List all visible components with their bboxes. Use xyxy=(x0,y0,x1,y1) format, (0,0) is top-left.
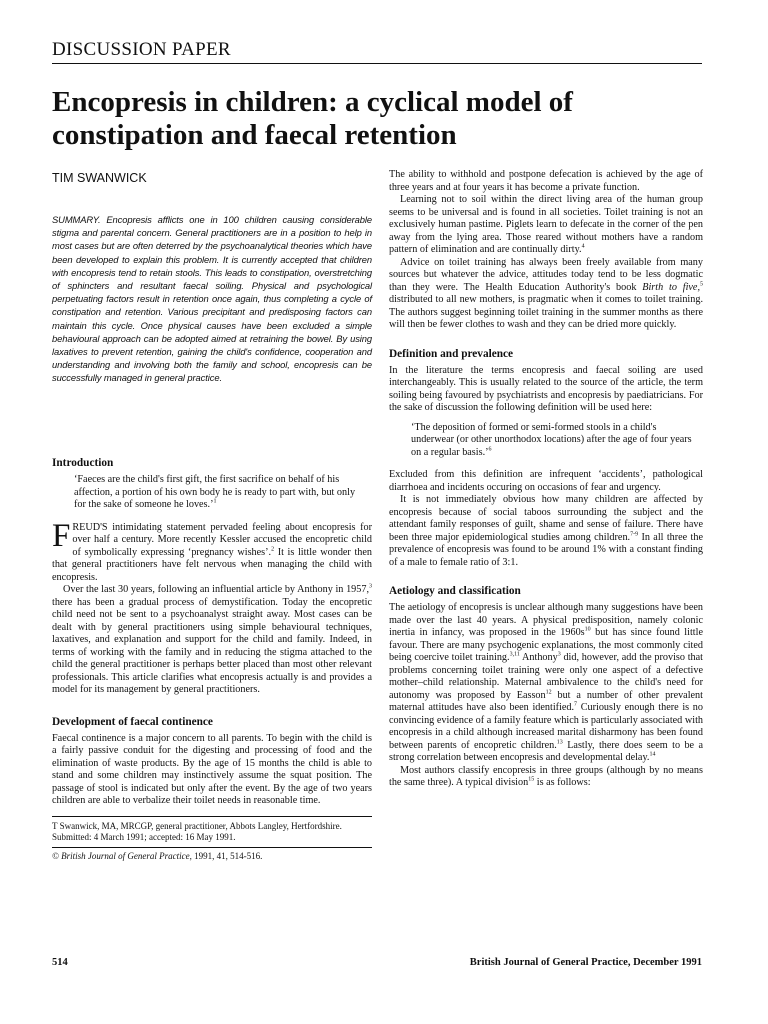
continence-paragraph-2: The ability to withhold and postpone defecation is achieved by the age of three years and at four years it has become a private function. xyxy=(389,169,703,193)
aetiology-heading: Aetiology and classification xyxy=(389,585,521,597)
author-affiliation: T Swanwick, MA, MRCGP, general practitioner, Abbots Langley, Hertfordshire. xyxy=(52,820,342,831)
author-name: TIM SWANWICK xyxy=(52,171,147,185)
left-column xyxy=(52,456,372,862)
footnote-rule xyxy=(52,816,372,817)
journal-footer: British Journal of General Practice, December 1991 xyxy=(469,957,702,968)
drop-cap: F xyxy=(52,517,71,554)
definition-paragraph-3: It is not immediately obvious how many children are affected by encopresis because of social taboos surrounding the subject and the attendant family responses of guilt, shame and sense of failure. There have been three major epidemiological studies among children.$^{7-9}$ In all three the prevalence of encopresis was found to be around 1% with a constant finding of a male to female ratio of 3:1. xyxy=(389,494,703,568)
article-title: Encopresis in children: a cyclical model of constipation and faecal retention xyxy=(52,86,573,151)
definition-paragraph-1: In the literature the terms encopresis and faecal soiling are used interchangeably. This is usually related to the source of the article, the term soiling being favoured by psychiatrists and encopresis by paediatricians. For the sake of discussion the following definition will be used here: xyxy=(389,364,703,413)
aetiology-paragraph-1: The aetiology of encopresis is unclear although many suggestions have been made over the last 40 years. A physical predisposition, namely colonic inertia in infancy, was proposed in the $1960s^{10}$ but has since found little favour. There are many psychogenic explanations, the most commonly cited being coercive toilet training.$^{3,11}$ Anthony$^3$ did, however, add the proviso that problems concerning toilet training were only one aspect of a defective mother–child relationship. Maternal ambivalence to the child's need for autonomy was proposed by Easson$^{12}$ but a number of other prevalent maternal attitudes have also been identified.$^7$ Curiously enough there is no convincing evidence of a family feature which is particularly associated with encopresis in a child although increased marital disharmony has been found between parents of encopretic children.$^{13}$ Lastly, there does seem to be a strong correlation between encopresis and developmental delay.$^{14}$ xyxy=(389,602,703,763)
aetiology-paragraph-2: Most authors classify encopresis in three groups (although by no means the same three). A typical division$^{15}$ is as follows: xyxy=(389,764,703,788)
introduction-heading: Introduction xyxy=(52,457,114,469)
right-column xyxy=(389,169,703,790)
intro-paragraph-1: FREUD'S intimidating statement pervaded feeling about encopresis for over half a century. More recently Kessler accused the encopretic child of symbolically expressing ‘pregnancy wishes’.$^2$ It is little wonder then that general practitioners have felt nervous when managing the child with encopresis. xyxy=(52,517,372,583)
continence-paragraph-4: Advice on toilet training has always been freely available from many sources but whatever the advice, attitudes today tend to be less dogmatic than they were. The Health Education Authority's book Birth to five,$^5$ distributed to all new mothers, is pragmatic when it comes to toilet training. The authors suggest beginning toilet training in the summer months as there will then be fewer clothes to wash and they can be dried more quickly. xyxy=(389,256,703,330)
header-rule xyxy=(52,63,702,64)
section-label: DISCUSSION PAPER xyxy=(52,39,231,60)
continence-paragraph-3: Learning not to soil within the direct living area of the human group seems to be universal and is found in all societies. Toilet training is not an exclusively human pastime. Piglets learn to defecate in the corner of the pen away from the lying area. Those reared without mothers have a random pattern of elimination and are continually dirty.$^4$ xyxy=(389,194,703,255)
copyright-line: © British Journal of General Practice, 1991, 41, 514-516. xyxy=(52,850,263,861)
summary-abstract: SUMMARY. Encopresis afflicts one in 100 children causing considerable stigma and parental concern. General practitioners are in a position to help in most cases but are often deterred by the psychoanalytical theories which have been developed to explain this problem. It is currently accepted that children with encopresis tend to retain stools. This leads to constipation, overstretching of sphincters and resultant faecal soiling. Physical and psychological perpetuating factors result in retention once again, thus completing a cycle of constipation and retention. Various precipitant and predisposing factors can maintain this cycle. Once physical causes have been excluded a simple behavioural approach can be adopted aimed at retraining the bowel. By using laxatives to prevent retention, gaining the child's confidence, cooperation and understanding and involving both the family and school, encopresis can be successfully managed in general practice. xyxy=(52,214,372,384)
definition-paragraph-2: Excluded from this definition are infrequent ‘accidents’, pathological diarrhoea and incidents occuring on occasions of fear and urgency. xyxy=(389,469,703,493)
freud-quote: ‘Faeces are the child's first gift, the first sacrifice on behalf of his affection, a portion of his own body he is ready to part with, but only for the sake of someone he loves.’$^1$ xyxy=(74,474,356,510)
definition-heading: Definition and prevalence xyxy=(389,347,514,360)
definition-quote: ‘The deposition of formed or semi-formed stools in a child's underwear (or other unorthodox locations) after the age of four years on a regular basis.’$^6$ xyxy=(411,421,692,458)
copyright-rule xyxy=(52,847,372,848)
intro-paragraph-2: Over the last 30 years, following an influential article by Anthony in 1957,$^3$ there has been a gradual process of demystification. Today the encopretic child need not be sent to a psychoanalyst straight away. Most cases can be dealt with by general practitioners using simple behavioural techniques, laxatives, and explanation and support for the child and family. Indeed, in terms of working with the family and in reducing the stigma attached to the child the general practitioner is perhaps better placed than most other relevant professionals. This article clarifies what encopresis actually is and provides a model for its management by general practitioners. xyxy=(52,583,372,695)
page-number: 514 xyxy=(52,957,68,968)
continence-heading: Development of faecal continence xyxy=(52,715,213,728)
submission-dates: Submitted: 4 March 1991; accepted: 16 May 1991. xyxy=(52,831,236,842)
continence-paragraph-1: Faecal continence is a major concern to all parents. To begin with the child is a fairly passive conduit for the digesting and processing of food and the elimination of waste products. By the age of 15 months the child is able to stand and some children may instinctively assume the squat position. The passage of stool is indicated but only after the event. By the age of two years children are able to verbalize their toilet needs in reasonable time. xyxy=(52,732,372,806)
